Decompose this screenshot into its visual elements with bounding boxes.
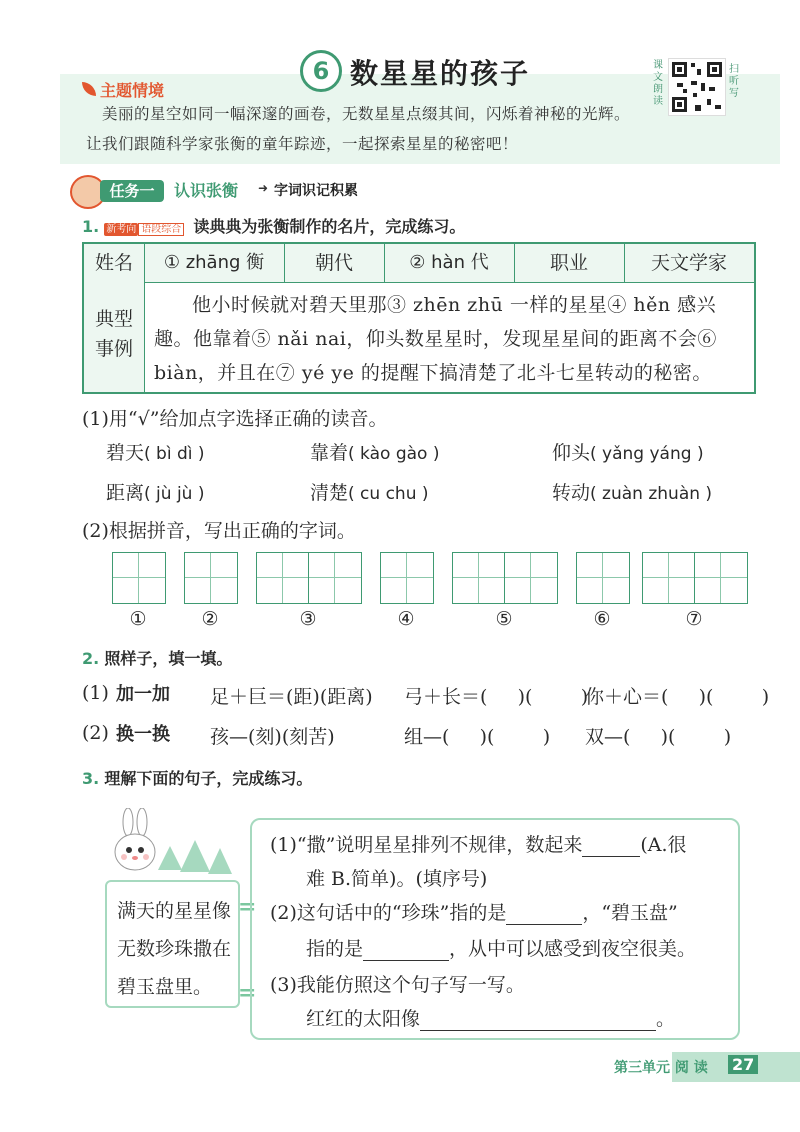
footer-unit: 第三单元 阅 读 xyxy=(614,1060,708,1076)
choice-4[interactable] xyxy=(106,478,205,505)
card-header-row xyxy=(84,244,754,283)
choice-options: ( cu chu ) xyxy=(348,484,429,504)
card-example-label: 典型事例 xyxy=(84,282,145,392)
card-cell-dynasty: ② hàn 代 xyxy=(384,244,515,282)
badge-new: 新考向 xyxy=(106,224,137,235)
grid-label-5: ⑤ xyxy=(495,608,513,630)
writing-grid-2[interactable] xyxy=(184,552,238,604)
writing-grid-6[interactable] xyxy=(576,552,630,604)
qr-label-read: 课文朗读 xyxy=(653,60,663,107)
q3-s2-line1: (2)这句话中的“珍珠”指的是 ，“碧玉盘” xyxy=(270,902,678,924)
blank-3[interactable] xyxy=(363,940,449,961)
q2-row2-blank-a[interactable]: 组—( )( ) xyxy=(404,726,551,748)
choice-1[interactable] xyxy=(106,438,205,465)
qr-label-dictation: 扫听写 xyxy=(729,64,739,99)
q1-sub1: (1)用“√”给加点字选择正确的读音。 xyxy=(82,408,388,430)
q2-row2-tag: 换一换 xyxy=(116,724,170,745)
q1-number: 1. xyxy=(82,217,100,236)
writing-grid-1[interactable] xyxy=(112,552,166,604)
theme-text-line2: 让我们跟随科学家张衡的童年踪迹，一起探索星星的秘密吧！ xyxy=(86,135,519,153)
q1-header xyxy=(82,214,465,237)
arrow-right-icon: ➜ xyxy=(258,181,269,195)
q2-row1-example: 足＋巨＝(距)(距离) xyxy=(210,686,373,708)
choice-options: ( bì dì ) xyxy=(144,444,205,464)
card-example-text: 他小时候就对碧天里那③ zhēn zhū 一样的星星④ hěn 感兴趣。他靠着⑤ nǎi nai，仰头数星星时，发现星星间的距离不会⑥ biàn，并且在⑦ yé ye 的提醒下搞清楚了北斗七星转动的秘密。 xyxy=(154,294,717,384)
choice-6[interactable] xyxy=(552,478,712,505)
quote-box xyxy=(105,880,240,1008)
q3-s3-line1: (3)我能仿照这个句子写一写。 xyxy=(270,974,525,996)
q2-number: 2. xyxy=(82,649,100,668)
lesson-number: 6 xyxy=(300,50,342,92)
q2-row1-num: (1) xyxy=(82,682,109,704)
choice-word: 转动 xyxy=(552,482,591,504)
blank-4[interactable] xyxy=(420,1010,656,1031)
q3-s3-line2: 红红的太阳像 。 xyxy=(306,1008,676,1030)
q2-row2-num: (2) xyxy=(82,722,109,744)
task-label: 任务一 xyxy=(100,180,164,202)
q1-prompt: 读典典为张衡制作的名片，完成练习。 xyxy=(193,217,466,236)
rabbit-illustration-icon xyxy=(100,808,240,888)
writing-grid-4[interactable] xyxy=(380,552,434,604)
q3-header xyxy=(82,766,312,789)
q3-s2-line2: 指的是 ，从中可以感受到夜空很美。 xyxy=(306,938,697,960)
task-sub: 字词识记积累 xyxy=(274,183,358,199)
card-cell-name: ① zhāng 衡 xyxy=(144,244,285,282)
q3-prompt: 理解下面的句子，完成练习。 xyxy=(104,769,313,788)
task-name: 认识张衡 xyxy=(174,181,239,200)
q1-sub2: (2)根据拼音，写出正确的字词。 xyxy=(82,520,356,542)
card-cell-name-label: 姓名 xyxy=(84,244,145,282)
choice-options: ( yǎng yáng ) xyxy=(590,444,704,464)
q2-row2-example: 孩—(刻)(刻苦) xyxy=(210,726,335,748)
q2-row1-tag: 加一加 xyxy=(116,684,170,705)
choice-5[interactable] xyxy=(310,478,429,505)
grid-label-2: ② xyxy=(201,608,219,630)
q3-number: 3. xyxy=(82,769,100,788)
quote-line-3: 碧玉盘里。 xyxy=(117,976,213,998)
page-number: 27 xyxy=(728,1055,758,1074)
choice-word: 碧天 xyxy=(106,442,145,464)
quote-line-2: 无数珍珠撒在 xyxy=(117,938,232,960)
grid-label-3: ③ xyxy=(299,608,317,630)
card-cell-job-label: 职业 xyxy=(514,244,625,282)
qr-code-icon[interactable] xyxy=(668,58,726,116)
q3-s1-line1: (1)“撒”说明星星排列不规律，数起来 (A.很 xyxy=(270,834,687,856)
blank-1[interactable] xyxy=(582,836,640,857)
grid-label-6: ⑥ xyxy=(593,608,611,630)
blank-2[interactable] xyxy=(506,904,582,925)
q2-row1-blank-b[interactable]: 你＋心＝( )( ) xyxy=(585,686,770,708)
choice-options: ( jù jù ) xyxy=(144,484,205,504)
choice-2[interactable] xyxy=(310,438,439,465)
lesson-title: 数星星的孩子 xyxy=(350,57,531,90)
grid-label-7: ⑦ xyxy=(685,608,703,630)
connector-icon: = xyxy=(238,980,257,1006)
choice-word: 距离 xyxy=(106,482,145,504)
choice-word: 靠着 xyxy=(310,442,349,464)
writing-grid-3[interactable] xyxy=(256,552,362,604)
q2-prompt: 照样子，填一填。 xyxy=(104,649,233,668)
theme-text-line1: 美丽的星空如同一幅深邃的画卷，无数星星点缀其间，闪烁着神秘的光辉。 xyxy=(102,105,631,123)
choice-options: ( zuàn zhuàn ) xyxy=(590,484,713,504)
choice-word: 仰头 xyxy=(552,442,591,464)
badge-type: 语段综合 xyxy=(138,223,184,236)
choice-word: 清楚 xyxy=(310,482,349,504)
grid-label-1: ① xyxy=(129,608,147,630)
writing-grid-5[interactable] xyxy=(452,552,558,604)
name-card-table xyxy=(82,242,756,394)
theme-label: 主题情境 xyxy=(100,81,165,100)
q2-row1-blank-a[interactable]: 弓＋长＝( )( ) xyxy=(404,686,589,708)
card-cell-dynasty-label: 朝代 xyxy=(284,244,385,282)
choice-3[interactable] xyxy=(552,438,704,465)
quote-line-1: 满天的星星像 xyxy=(117,900,232,922)
connector-icon: = xyxy=(238,894,257,920)
q2-header xyxy=(82,646,232,669)
grid-label-4: ④ xyxy=(397,608,415,630)
choice-options: ( kào gào ) xyxy=(348,444,440,464)
q2-row2-blank-b[interactable]: 双—( )( ) xyxy=(585,726,732,748)
card-cell-job: 天文学家 xyxy=(650,252,727,274)
q3-s1-line2: 难 B.简单)。(填序号) xyxy=(306,868,488,890)
writing-grid-7[interactable] xyxy=(642,552,748,604)
